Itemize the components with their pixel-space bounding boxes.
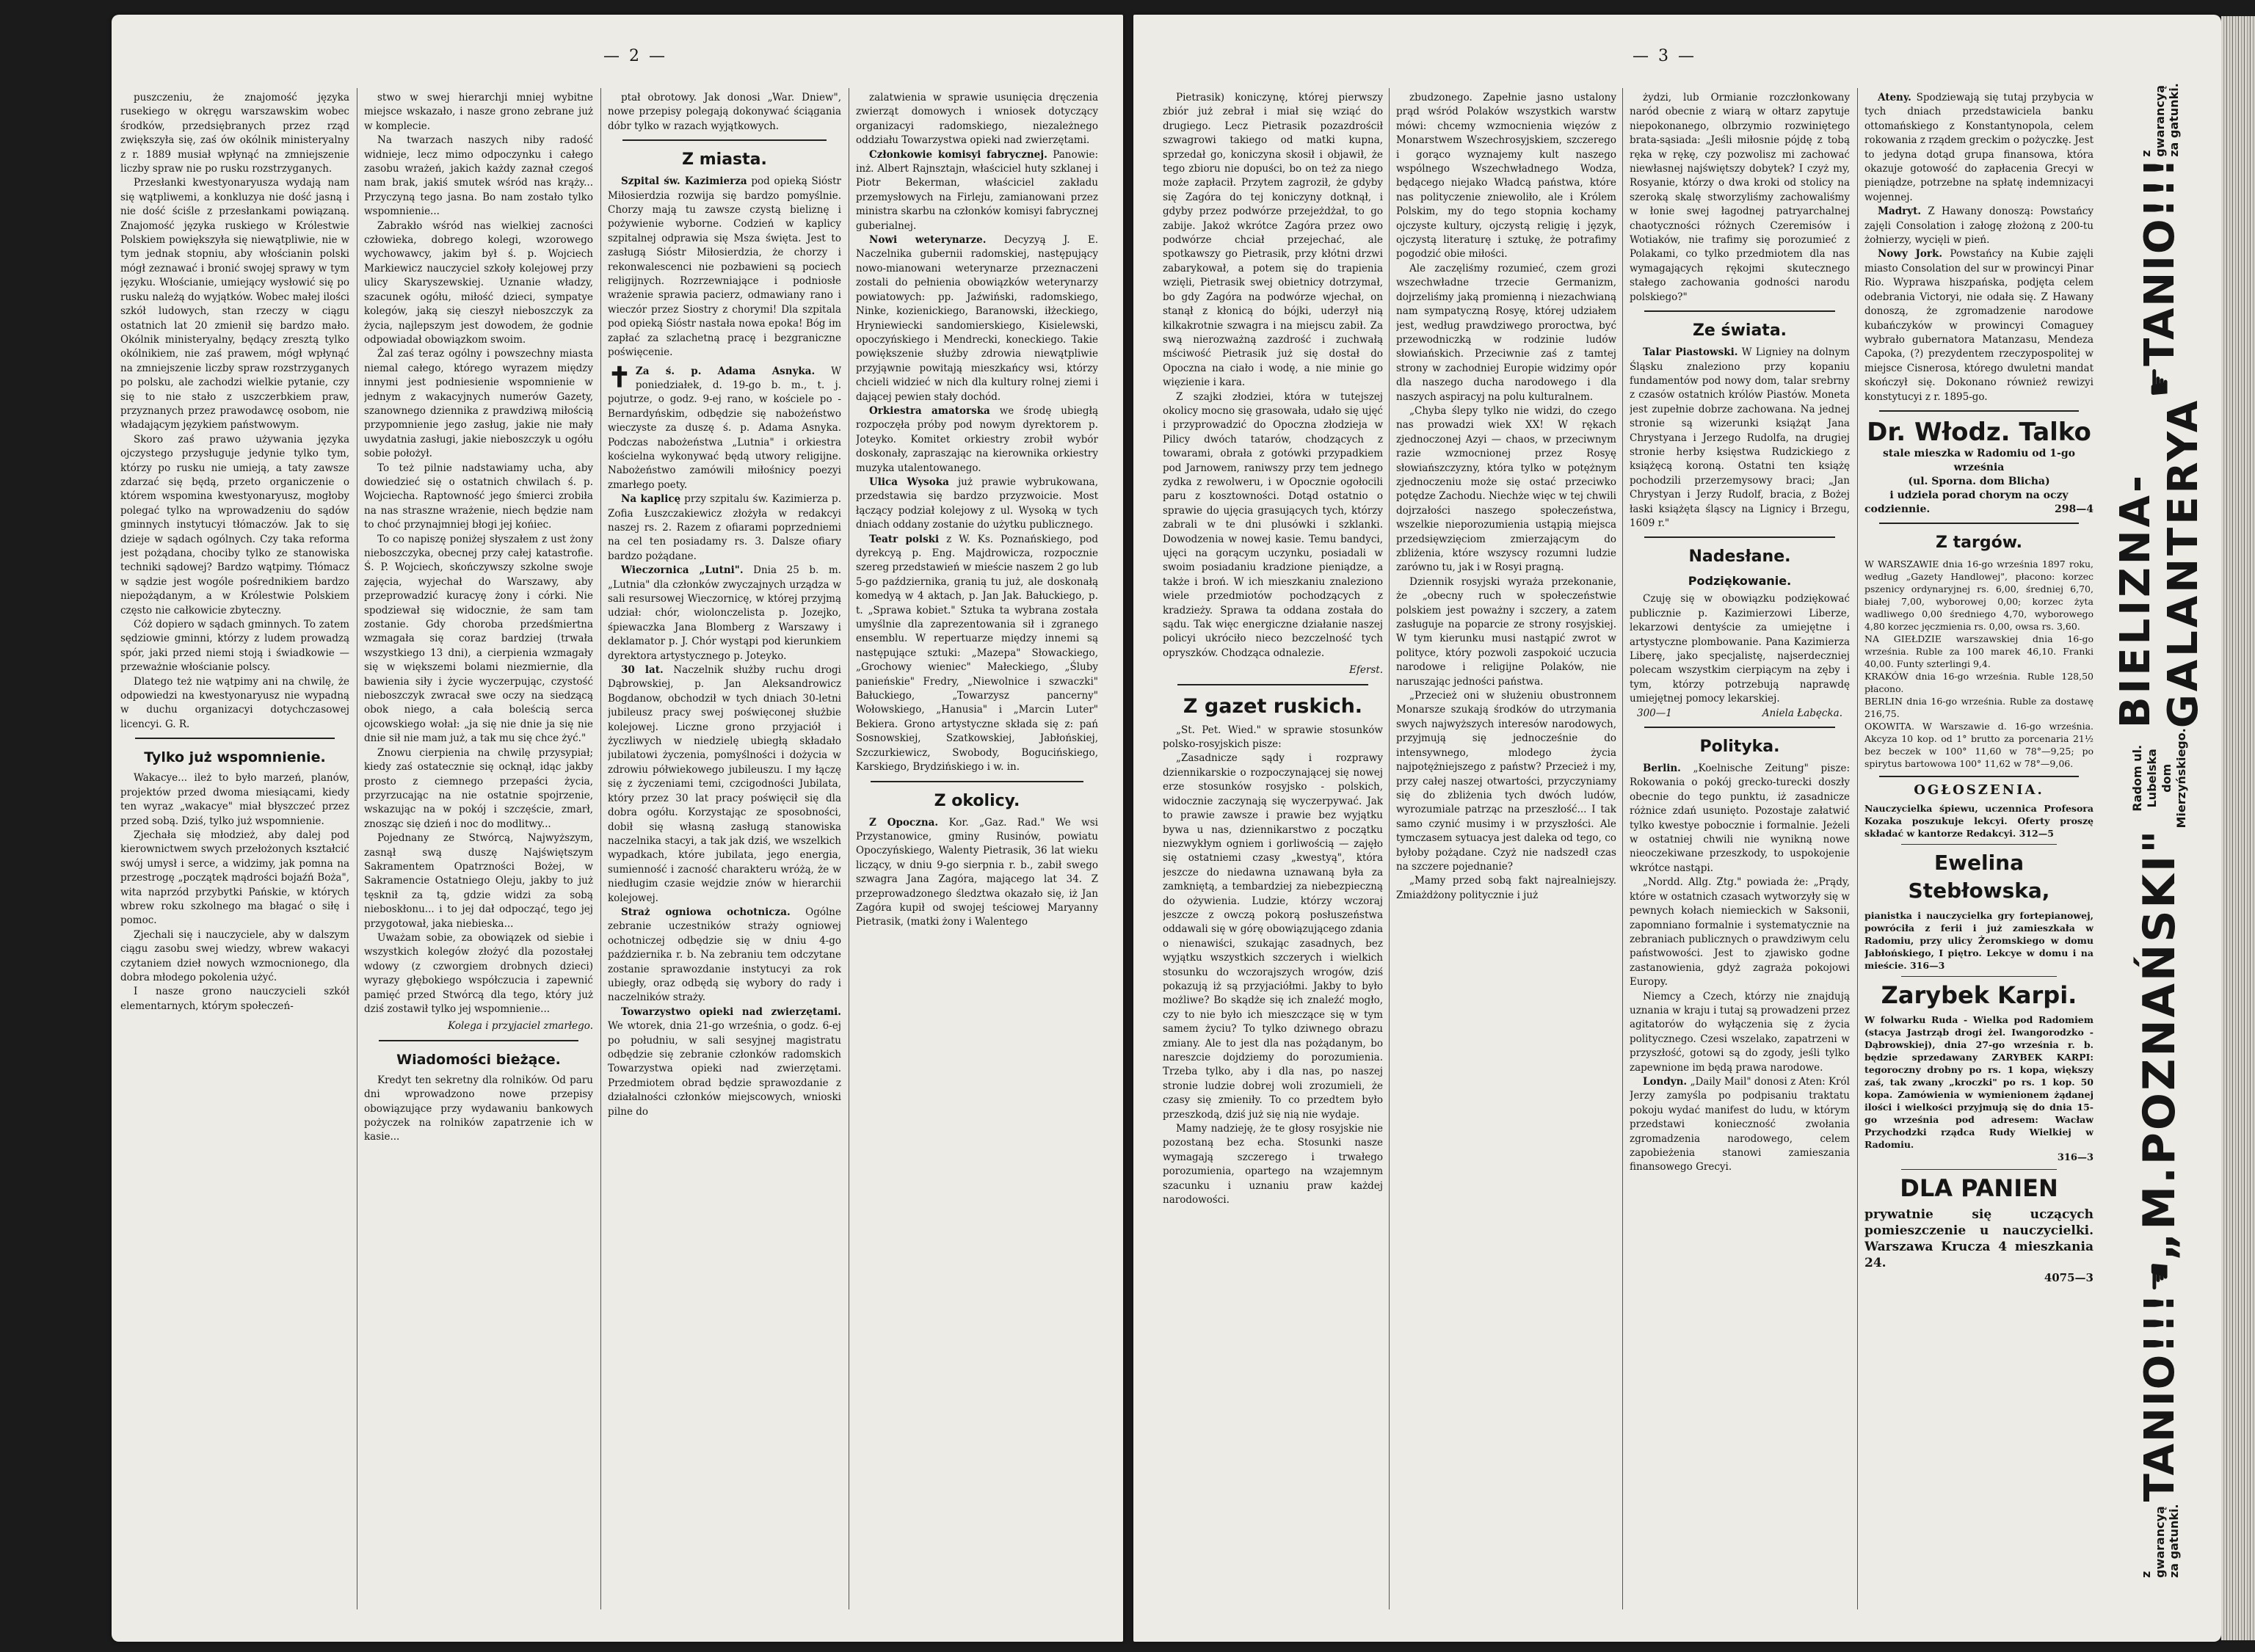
item-title: Nowy Jork.: [1878, 248, 1943, 261]
paragraph: Skoro zaś prawo używania języka ojczystego przysługuje jedynie tylko tym, którzy po rusku nie umieją, a taty zawsze zdarzać się będą, przeto organiczenie o którem wspomina kwestyonaryusz, mogłoby polegać tylko na wprowadzeniu do sądów gminnych instytucyi tłómaczów. Jak to się dzieje w sądach ogólnych. Czy taka reforma jest pożądana, chociby tylko ze stanowiska techniki sądowej? Bardzo wątpimy. Tłómacz w sądzie jest wogóle pośrednikiem bardzo niepożądanym, a w Królestwie Polskiem często nie całkowicie zbyteczny.: [120, 433, 349, 616]
ad-text: W folwarku Ruda - Wielka pod Radomiem (stacya Jastrząb drogi żel. Iwangorodzko - Dąbrowskiej), dnia 27-go września r. b. będzie sprzedawany ZARYBEK KARPI: tegoroczny drobny po rs. 1 kopa, większy zaś, tak zwany „kroczki" po rs. 1 kop. 50 kopa. Zamówienia w wymienionem żądanej ilości i wielkości przyjmują się do dnia 15-go września pod adresem: Wacław Przychodzki rządca Rudy Wielkiej w Radomiu.: [1864, 1014, 2094, 1150]
paragraph: Dziennik rosyjski wyraża przekonanie, że „obecny ruch w społeczeństwie polskiem jest poważny i szczery, a zatem zasługuje na poparcie ze strony rosyjskiej. W tym kierunku musi nastąpić zwrot w polityce, który pozwoli zaspokoić uczucia narodowe i religijne Polaków, nie naruszając jedności państwa.: [1396, 575, 1616, 688]
column-1: [1163, 91, 1383, 1612]
paragraph: Zabrakło wśród nas wielkiej zacności człowieka, dobrego kolegi, wzorowego wychowawcy, jakim był ś. p. Wojciech Markiewicz nauczyciel szkoły kolejowej przy ulicy Skaryszewskiej. Uznanie władzy, szacunek ogółu, miłość dzieci, sympatye kolegów, jaką się cieszył nieboszczyk za życia, najlepszym jest dowodem, że godnie odpowiadał obowiązkom swoim.: [364, 219, 593, 346]
paragraph: Wakacye... ileż to było marzeń, planów, projektów przed dwoma miesiącami, kiedy ten wyraz „wakacye" miał błyszczeć przez przed sobą. Dziś, tylko już wspomnienie.: [120, 772, 349, 827]
ad-cheap: TANIO!!!: [2135, 156, 2184, 366]
market-text: OKOWITA. W Warszawie d. 16-go września. Akcyza 10 kop. od 1° brutto za porcenaria 21½ bez beczek w 100° 11,60 w 78°—9,25; po spirytus bartowowa 100° 11,62 w 78°—9,06.: [1864, 721, 2094, 770]
paragraph: Mamy nadzieję, że te głosy rosyjskie nie pozostaną bez echa. Stosunki nasze wymagają szczerego i trwałego porozumienia, opartego na wzajemnym szacunku i uznaniu praw każdej narodowości.: [1163, 1123, 1383, 1207]
item-title: Teatr polski: [869, 533, 940, 545]
talko-ad: [1864, 418, 2094, 517]
item-title: Towarzystwo opieki nad zwierzętami.: [621, 1005, 841, 1018]
paragraph: Pietrasik) koniczynę, której pierwszy zbiór już zebrał i miał się wziąć do drugiego. Lecz Pietrasik pozazdrościł szwagrowi takiego od matki kupna, sprzedał go, koniczyna skosił i objawił, że tego zbioru nie dopuści, bo on też za niego może zapłacił. Przytem zagroził, że gdyby się Zagóra do tej koniczyny dotknął, i gdyby przez podwórze przejeżdżał, to go zabije. Jakoż wkrótce Zagóra przez owo podwórze chciał przejechać, ale spotkawszy go Pietrasik, przy kłótni drzwi zabarykował, a potem się do trapienia wzięli, Pietrasik swej obietnicy dotrzymał, bo gdy Zagóra na podwórze wjechał, on stanął z kłonicą do bójki, uderzył nią kilkakrotnie szwagra i na miejscu zabił. Za swą nierozważną zazdrość i zuchwałą mściwość Pietrasik już się dostał do Opoczna na ciało i wodę, a nie minie go więzienie i kara.: [1163, 92, 1383, 389]
section-rule: [379, 1040, 578, 1041]
article-heading: Tylko już wspomnienie.: [144, 749, 326, 766]
item-text: Dnia 25 b. m. „Lutnia" dla członków zwyczajnych urządza w sali resursowej Wieczornicę, w której przyjmą udział: chór, wiolonczelista p. Jozejko, śpiewaczka Jana Blomberg z Warszawy i deklamator p. J. Chór wystąpi pod kierunkiem dyrektora artystycznego p. Joteyko.: [608, 564, 841, 662]
paragraph: Znowu cierpienia na chwilę przysypiał; kiedy zaś ostatecznie się ocknął, idąc jakby prosto z ciemnego przepaści życia, przyrzucając na nie ostatnie spojrzenie, wskazując na w pokój i szczęście, zmarł, znosząc się dzień i noc do modlitwy...: [364, 746, 593, 830]
paragraph: „Nordd. Allg. Ztg." powiada że: „Prądy, które w ostatnich czasach wytworzyły się w pewnych kołach niemieckich w Saksonii, zapomniano formalnie i systematycznie na zebraniach publicznych o prawdziwym celu państwowości. Jest to zjawisko godne zastanowienia, gdyż zagraża pokojowi Europy.: [1630, 876, 1850, 989]
item-title: Członkowie komisyi fabrycznej.: [869, 148, 1047, 161]
section-heading: Ze świata.: [1692, 321, 1787, 341]
ad-cheap: TANIO!!!: [2135, 1292, 2184, 1502]
paragraph: Czuję się w obowiązku podziękować publicznie p. Kazimierzowi Liberze, lekarzowi dentyście za umiejętne i artystyczne plombowanie. Pana Kazimierza Liberę, jako specjalistę, najserdeczniej polecam wszystkim cierpiącym na zęby i tym, którzy potrzebują naprawdę umiejętnej pomocy lekarskiej.: [1630, 593, 1850, 705]
item-title: Szpital św. Kazimierza: [621, 175, 747, 188]
karp-ad: [1864, 981, 2094, 1165]
section-heading: Nadesłane.: [1688, 547, 1791, 567]
paragraph: „Przecież oni w służeniu obustronnem Monarsze szukają środków do utrzymania swych najwyższych interesów narodowych, przyjmują się jednocześnie do intensywnego, mlodego życia najpotężniejszego z państw? Przecież i my, przy całej naszej otwartości, przyczyniamy się do zbliżenia tych dwóch ludów, wyrozumiale patrząc na przeszłość... I tak samo czynić musimy i w przyszłości. Ale tymczasem sytuacya jest daleka od tego, co byłoby pożądane. Czyż nie nadszedł czas na szczere pojednanie?: [1396, 690, 1616, 873]
cross-icon: ✝: [608, 360, 631, 393]
ad-line: (ul. Sporna. dom Blicha): [1908, 475, 2050, 487]
section-rule: [1644, 727, 1835, 728]
paragraph: To też pilnie nadstawiamy ucha, aby dowiedzieć się o ostatnich chwilach ś. p. Wojciecha. Raptowność jego śmierci zrobiła na nas straszne wrażenie, niech będzie nam to choć przynajmniej błogi jej końiec.: [364, 462, 593, 531]
item-text: Kor. „Gaz. Rad." We wsi Przystanowice, gminy Rusinów, powiatu Opoczyńskiego, Walenty Pietrasik, 36 lat wieku liczący, w dniu 9-go sierpnia r. b., zabił swego szwagra Jana Zagóra, mającego lat 34. Z przeprowadzonego śledztwa okazało się, iż Jan Zagóra kupił od swojej teściowej Maryanny Pietrasik, (matki żony i Walentego: [856, 816, 1098, 928]
column-separator: [600, 88, 601, 1609]
ad-line: i udziela porad chorym na oczy: [1889, 489, 2069, 501]
column-4: [1864, 91, 2094, 1612]
paragraph: Z szajki złodziei, która w tutejszej okolicy mocno się grasowała, udało się ujęć i przyprowadzić do Opoczna złodzieja w Pilicy dwóch tatarów, chodzących z towarami, obrała z gotówki przypadkiem pod Jarnowem, raniwszy przy tem jednego zydka z rewolweru, i w Opocznie ogołocili paru z kosztowności. Dotąd ostatnio o sprawie do ujęcia grasujących tych, którzy zabrali w te dni plusówki i szklanki. Dowodzenia w nowej kasie. Temu bandyci, ujęci na gorącym uczynku, posiadali w swoim posiadaniu kradzione pieniądze, a także i broń. W ich mieszkaniu znaleziono wiele przedmiotów pochodzących z kradzieży. Sprawa ta oddana została do sądu. Tak więc energiczne działanie naszej policyi ukróciło nieco bezczelność tych opryszków. Chodząca odnalezie.: [1163, 390, 1383, 659]
item-text: Decyzyą J. E. Naczelnika gubernii radomskiej, następujący nowo-mianowani weterynarze przeznaczeni zostali do pełnienia obowiązków weterynarzy powiatowych: pp. Jaźwiński, radomskiego, Ninke, kozienickiego, Baranowski, iłżeckiego, Hryniewiecki sandomierskiego, Kisielewski, opoczyńskiego i Mendrecki, koneckiego. Takie powiększenie służby zdrowia niewątpliwie przyjąwnie powitają mieszkańcy wsi, którzy chcieli widzieć w nich dla kultury rolnej ziemi i dającej pewien stały dochód.: [856, 234, 1098, 403]
paragraph: puszczeniu, że znajomość języka rusekiego w okręgu warszawskim wobec środków, przedsiębranych przez rząd zwiększyła się, zaś ów okólnik ministeryalny z r. 1889 musiał wpłynąć na zmniejszenie liczby spraw nie po rusku rozstrzyganych.: [120, 92, 349, 175]
ad-name: DLA PANIEN: [1900, 1174, 2058, 1203]
column-4: [856, 91, 1098, 1612]
section-heading: Polityka.: [1699, 738, 1780, 757]
paragraph: To co napiszę poniżej słyszałem z ust żony nieboszczyka, obecnej przy całej katastrofie. Ś. P. Wojciech, skończywszy szkolne swoje zajęcia, wyjechał do Warszawy, aby przeprowadzić kuracyę żony i córki. Nie spodziewał się widocznie, że sam tam zostanie. Gdy choroba przedśmiertna wzmagała się coraz bardziej (trwała wszystkiego 13 dni), a cierpienia wzmagały się w większemi bolami niezmiernie, dla bawienia siły i życie wyczerpując, czystość nieboszczyk zwracał swe oczy na siedzącą obok niego, a cała boleścią serca ojcowskiego wołał: „ja się nie dnie ja się nie dnie sił nie mam już, a tak mu się chce żyć.": [364, 533, 593, 745]
market-text: NA GIEŁDZIE warszawskiej dnia 16-go września. Ruble za 100 marek 46,10. Franki 40,00. Funty szterlingi 9,4.: [1864, 633, 2094, 670]
market-prices: [1864, 533, 2094, 770]
ad-line: codziennie.: [1864, 503, 1931, 515]
ad-code: 4075—3: [2044, 1271, 2094, 1285]
column-3: [1630, 91, 1850, 1612]
right-page: [1133, 15, 2221, 1642]
paragraph: Na twarzach naszych niby radość widnieje, lecz mimo odpoczynku i całego zasobu wrażeń, jakich każdy zaznał czegoś nam brak, jakiś smutek wśród nas krąży... Przyczyną tego jasna. Bo nam zostało tylko wspomnienie...: [364, 134, 593, 218]
ad-text: prywatnie się uczących pomieszczenie u nauczycielki. Warszawa Krucza 4 mieszkania 24.: [1864, 1207, 2094, 1271]
paragraph: Ale zaczęliśmy rozumieć, czem grozi wszechwładne trzecie Germanizm, dojrzeliśmy jaką promienną i niezachwianą nam sympatyczną Rosyę, której udziałem jest, według prawdziwego proroctwa, być przewodniczką w rodzinie ludów słowiańskich. Przeciwnie zaś z tamtej strony w zachodniej Europie widzimy opór dla naszego ducha narodowego i dla naszych aspiracyj na polu kulturalnem.: [1396, 262, 1616, 403]
section-rule: [1644, 536, 1835, 538]
column-1: [120, 91, 349, 1612]
item-title: Na kaplicę: [621, 493, 681, 506]
item-title: Ateny.: [1878, 92, 1911, 103]
section-rule: [1901, 844, 2057, 845]
panien-ad: [1864, 1174, 2094, 1285]
signature: Kolega i przyjaciel zmarłego.: [448, 1020, 593, 1033]
market-text: KRAKÓW dnia 16-go września. Ruble 128,50 płacono.: [1864, 671, 2094, 695]
section-rule: [1901, 1169, 2057, 1170]
item-title: Nowi weterynarze.: [869, 234, 987, 247]
section-heading: Z miasta.: [682, 150, 767, 170]
item-text: „Koelnische Zeitung" pisze: Rokowania o pokój grecko-turecki doszły obecnie do tego punktu, iż zasadnicze różnice zdań usunięto. Pozostaje załatwić tylko kwestye pobocznie i formalnie. Jeżeli w ostatniej chwili nie wynikną nowe nieoczekiwane przeszkody, to uspokojenie wkrótce nastąpi.: [1630, 763, 1850, 874]
item-title: 30 lat.: [621, 664, 664, 677]
item-title: Z Opoczna.: [869, 816, 939, 829]
market-text: BERLIN dnia 16-go września. Ruble za dostawę 216,75.: [1864, 696, 2094, 720]
paragraph: Kredyt ten sekretny dla rolników. Od paru dni wprowadzono nowe przepisy obowiązujące przy wydawaniu bankowych pożyczek na rolników zapatrzenie ich w kasie...: [364, 1074, 593, 1143]
item-text: W Ligniey na dolnym Śląsku znaleziono przy kopaniu fundamentów pod nowy dom, talar srebrny z czasów ostatnich królów Piastów. Moneta jest zupełnie dobrze zachowana. Na jednej stronie są wizerunki książąt Jana Chrystyana i Jerzego Rudolfa, na drugiej stronie herby księstwa Rudzickiego z książęcą koroną. Ostatni ten książę pochodzili przerzemysowy braci; „Jan Chrystyan i Jerzy Rudolf, bracia, z Bożej łaski książęta śląscy na Lignicy i Brzegu, 1609 r.": [1630, 346, 1850, 529]
section-rule: [1177, 684, 1368, 685]
section-rule: [871, 781, 1083, 782]
section-heading: Wiadomości bieżące.: [396, 1051, 561, 1068]
ad-line: stale mieszka w Radomiu od 1-go: [1883, 447, 2075, 459]
ad-name: Zarybek Karpi.: [1881, 980, 2077, 1009]
item-text: już prawie wybrukowana, przedstawia się bardzo przyzwoicie. Most łączący podział kolejowy z ul. Wysoką w tych dniach oddany zostanie do użytku publicznego.: [856, 476, 1098, 531]
item-title: Orkiestra amatorska: [869, 404, 990, 417]
address-line: Radom ul. Lubelska: [2130, 744, 2159, 812]
ad-company: „M.POZNAŃSKI": [2134, 828, 2185, 1262]
item-text: Powstańcy na Kubie zajęli miasto Consolation del sur w prowincyi Pinar Rio. Wyprawa hiszpańska, podjęta celem odebrania Victoryi, nie odała się. Z Hawany donoszą, że zgromadzenie narodowe kubańczyków w prowincyi Comaguey wybrało gubernatora Matanzasu, Mendeza Capoka, (?) prezydentem rzeczypospolitej w miejsce Cisnerosa, którego dwuletni mandat skończył się. Dokonano również rewizyi konstytucyi z r. 1895-go.: [1864, 248, 2094, 403]
paragraph: Zjechała się młodzież, aby dalej pod kierownictwem swych przełożonych kształcić swój umysł i serce, a widzimy, jak pomna na przestrogę „początek mądrości bojaźń Boża", wita naprzód przybytki Pańskie, w których wbrew roku szkolnego ma błagać o siłę i pomoc.: [120, 829, 349, 927]
ad-name: Dr. Włodz. Talko: [1867, 417, 2091, 447]
item-text: We wtorek, dnia 21-go września, o godz. 6-ej po południu, w sali sesyjnej magistratu odbędzie się zebranie członków radomskich Towarzystwa opieki nad zwierzętami. Przedmiotem obrad będzie sprawozdanie z działalności członków miejscowych, wnioski pilne do: [608, 1020, 841, 1118]
section-heading: Z gazet ruskich.: [1183, 694, 1363, 718]
item-text: we środę ubiegłą rozpoczęła próby pod nowym dyrektorem p. Joteyko. Komitet orkiestry zrobił wybór doskonały, zapraszając na kierownika orkiestry muzyka utalentowanego.: [856, 404, 1098, 474]
paragraph: ptał obrotowy. Jak donosi „War. Dniew", nowe przepisy polegają dokonywać ściągania dóbr tylko w razach wyjątkowych.: [608, 92, 841, 132]
ad-goods: BIELIZNA-GALANTERYA: [2112, 397, 2207, 729]
item-text: W poniedziałek, d. 19-go b. m., t. j. pojutrze, o godz. 9-ej rano, w kościele po - Bernardyńskim, odbędzie się nabożeństwo wieczyste za duszę ś. p. Adama Asnyka. Podczas nabożeństwa „Lutnia" i orkiestra kościelna wykonywać będą utwory religijne. Nabożeństwo zamówili miłośnicy poezyi zmarłego poety.: [608, 365, 841, 491]
item-text: Z Hawany donoszą: Powstańcy zajęli Consolation i załogę złożoną z 200-tu żołnierzy, wycięli w pień.: [1864, 205, 2094, 247]
column-2: [364, 91, 593, 1612]
ad-code: 298—4: [2055, 503, 2094, 515]
column-separator: [1622, 88, 1623, 1609]
paragraph: Cóż dopiero w sądach gminnych. To zatem sędziowie gminni, którzy z ludem prowadzą spór, jaki przed niemi stoją i świadkowie — przeważnie włościanie polscy.: [120, 619, 349, 674]
paragraph: Przesłanki kwestyonaryusza wydają nam się wątpliwemi, a konkluzya nie dość jasną i nie dość ściśle z przesłankami powiązaną. Znajomość języka ruskiego w Królestwie Polskiem powiększyła się niewątpliwie, nie w tym jednak stopniu, aby włościanin polski mógł zeznawać i bronić swojej sprawy w tym języku. Włościanie, umiejący wysłowić się po rusku należą do wyjątków. Wobec małej ilości szkół ludowych, stan rzeczy w ciągu ostatnich lat 20 zmienił się bardzo mało. Okólnik ministeryalny, będący zresztą tylko okólnikiem, nie zaś prawem, mógł wpłynąć na zmniejszenie liczby spraw rozstrzyganych po polsku, ale zachodzi wielkie pytanie, czy się to nie stało z uszczerbkiem praw, przyznanych przez prawodawcę osobom, nie władającym językiem państwowym.: [120, 177, 349, 432]
page-number: — 3 —: [1633, 47, 1696, 65]
paragraph: „Chyba ślepy tylko nie widzi, do czego nas prowadzi wiek XX! W rękach zjednoczonej Azyi — chaos, w przeciwnym razie wzmocnionej przez Rosyę słowiańszczyzny, która tylko w potężnym zjednoczeniu może się ostać przeciwko potędze Zachodu. Niechże więc w tej chwili dojrzałości naszego społeczeństwa, wszelkie nieporozumienia ustąpią miejsca przedsięwzięciom zmierzającym do zbliżenia, które wszyscy rozumni ludzie zarówno tu, jak i w Rosyi pragną.: [1396, 404, 1616, 574]
item-title: Straż ogniowa ochotnicza.: [621, 906, 791, 918]
item-text: z W. Ks. Poznańskiego, pod dyrekcyą p. Eng. Majdrowicza, rozpocznie szereg przedstawień w mieście naszem 2 go lub 5-go października, granią tu już, ale doskonałą komedyą w 4 aktach, p. Jan Jak. Bałuckiego, p. t. „Sprawa kobiet." Sztuka ta wybrana została umyślnie dla zaprezentowania sił i zgranego ensemblu. W repertuarze między innemi są następujące sztuki: „Mazepa" Słowackiego, „Grochowy wieniec" Małeckiego, „Śluby panieńskie" Fredry, „Niewolnice i szwaczki" Bałuckiego, „Towarzysz pancerny" Wołowskiego, „Hanusia" i „Marcin Luter" Bekiera. Grono artystyczne składa się z: pań Sosnowskiej, Szatkowskiej, Jabłońskiej, Szczurkiewicz, Swobody, Bogucińskiego, Karskiego, Brydzińskiego i w. in.: [856, 533, 1098, 774]
paragraph: Uważam sobie, za obowiązek od siebie i wszystkich kolegów złożyć dla pozostałej wdowy (z czworgiem drobnych dzieci) wyrazy głębokiego współczucia i zapewnić pamięć przed Stwórcą dla tego, który już dziś zostawił tylko jej wspomnienie...: [364, 931, 593, 1015]
ad-guarantee: z gwarancyą za gatunki.: [2138, 1504, 2181, 1578]
item-text: Ogólne zebranie uczestników straży ogniowej ochotniczej odbędzie się w dniu 4-go października r. b. Na zebraniu tem odczytane zostanie sprawozdanie instytucyi za rok ubiegły, oraz odbędą się wybory do rady i naczelników straży.: [608, 906, 841, 1004]
section-rule: [1901, 976, 2057, 977]
paragraph: I nasze grono nauczycieli szkół elementarnych, którym społeczeń-: [120, 986, 349, 1012]
ad-address: [2130, 728, 2189, 828]
item-title: Talar Piastowski.: [1643, 346, 1738, 359]
paragraph: „St. Pet. Wied." w sprawie stosunków polsko-rosyjskich pisze:: [1163, 724, 1383, 751]
item-title: Ulica Wysoka: [869, 476, 949, 488]
ads-heading: OGŁOSZENIA.: [1914, 782, 2044, 798]
paragraph: Zjechali się i nauczyciele, aby w dalszym ciągu zasobu swej wiedzy, wbrew wakacyi czytaniem dzieł nowych wzmocnionego, dla dobra młodego pokolenia użyć.: [120, 928, 349, 983]
section-heading: Z targów.: [1936, 534, 2022, 553]
item-title: Za ś. p. Adama Asnyka.: [635, 365, 816, 377]
signature: Aniela Łabęcka.: [1762, 707, 1842, 719]
paragraph: zalatwienia w sprawie usunięcia dręczenia zwierząt domowych i wniosek dotyczący organizacyi radomskiego, niezależnego oddziału Towarzystwa opieki nad zwierzętami.: [856, 92, 1098, 147]
item-text: Spodziewają się tutaj przybycia w tych dniach przedstawiciela banku ottomańskiego z Konstantynopola, celem rokowania z rządem greckim o pożyczkę. Jest to jedyna dotąd grupa finansowa, która okazuje gotowość do zapłacenia Grecyi w pieniądze, potrzebne na spłatę indemnizacyi wojennej.: [1864, 92, 2094, 203]
paragraph: Niemcy a Czech, którzy nie znajdują uznania w kraju i tutaj są prowadzeni przez agitatorów do wyłączenia się z życia politycznego. Czesi wszelako, zapatrzeni w przyszłość, gotowi są do zgody, jeśli tylko zapewnione im będą prawa narodowe.: [1630, 990, 1850, 1074]
paragraph: Pojednany ze Stwórcą, Najwyższym, zasnął swą duszę Najświętszym Sakramentem Opatrzności Bożej, w Sakramencie Ostatniego Oleju, jakby to już tęsknił za tą, gdzie widzi za sobą nieboskłonu... i to jej dał odpocząć, tego jej przygotował, jaka niebieska...: [364, 832, 593, 930]
ad-text: Nauczycielka śpiewu, uczennica Profesora Kozaka poszukuje lekcyi. Oferty proszę składać w kantorze Redakcyi. 312—5: [1864, 802, 2094, 839]
ad-line: września: [1953, 461, 2005, 473]
book-page-edges: [2221, 16, 2255, 1640]
page-number: — 2 —: [603, 47, 667, 65]
ad-code: 300—1: [1637, 707, 1672, 719]
pointing-hand-icon: ☛: [2139, 365, 2180, 398]
item-text: Panowie: inż. Albert Rajnsztajn, właściciel huty szklanej i Piotr Bekerman, właściciel zakładu przemysłowych na Firleju, zamianowani przez ministra skarbu na członków komisyi fabrycznej guberialnej.: [856, 148, 1098, 232]
ad-guarantee: z gwarancyą za gatunki.: [2138, 83, 2181, 157]
section-rule: [1879, 410, 2079, 412]
item-text: „Daily Mail" donosi z Aten: Król Jerzy zamyśla po podpisaniu traktatu pokoju wydać manifest do ludu, w którym przedstawi konieczność zwołania zgromadzenia narodowego, celem zapobieżenia stanowi zamieszania finansowego Grecyi.: [1630, 1075, 1850, 1173]
section-rule: [135, 738, 335, 739]
section-rule: [1879, 776, 2079, 777]
ad-text: pianistka i nauczycielka gry fortepianowej, powróciła z ferii i już zamieszkała w Radomiu, przy ulicy Żeromskiego w domu Jabłońskiego, I piętro. Lekcye w domu i na mieście. 316—3: [1864, 909, 2094, 971]
section-heading: Z okolicy.: [934, 791, 1020, 810]
paragraph: Żal zaś teraz ogólny i powszechny miasta niemal całego, którego wyrazem między innymi jest podniesienie wspomnienie w jednym z wakacyjnych numerów Gazety, szanownego dziennika z prawdziwą miłością przypomnienie jego zasług, jakie nie mały uwydatnia zasługi, jakie nieboszczyk u ogółu sobie położył.: [364, 348, 593, 460]
ad-code: 316—3: [2057, 1151, 2094, 1163]
item-text: przy szpitalu św. Kazimierza p. Zofia Łuszczakiewicz złożyła w redakcyi naszej rs. 2. Razem z ofiarami poprzedniemi na cel ten posiadamy rs. 3. Dalsze ofiary bardzo pożądane.: [608, 493, 841, 562]
ad-name: Ewelina Stebłowska,: [1908, 850, 2050, 903]
column-separator: [1389, 88, 1390, 1609]
column-2: [1396, 91, 1616, 1612]
column-separator: [1857, 88, 1858, 1609]
paragraph: „Zasadnicze sądy i rozprawy dziennikarskie o rozpoczynającej się nowej erze stosunków rosyjsko - polskich, widocznie zaczynają się wyczerpywać. Jak to prawie zawsze i prawie bez wyjątku bywa u nas, dziennikarstwo z początku niezwykłym ogniem i gorliwością — zajęło się ostatniemi czasy „kwestyą", która jeszcze do niedawna uznawaną była za zamkniętą, a tembardziej za niebezpieczną do ożywienia. Ludzie, którzy wczoraj jeszcze z owczą pokorą posłuszeństwa oddawali się w górę obowiązującego zdania o nienawiści, szukając zasadnych, bez wyjątku wszystkich szczerych i wielkich stosunku do wczorajszych wrogów, dziś pokazują iż są przyjaciółmi. Jakby to było możliwe? Bo skądże się ich znaleźć mogło, czy to nie było ich mieszczące się w tym samem życiu? To tylko dziwnego obrazu zmiany. Ale to jest dla nas pożądanym, bo nareszcie dojdziemy do porozumienia. Trzeba tylko, aby i dla nas, po naszej stronie ludzie dobrej woli zrozumieli, że czasy się zmieniły. To co przedtem było przeszkodą, dziś już się nią nie wydaje.: [1163, 752, 1383, 1121]
section-rule: [1879, 523, 2079, 524]
paragraph: stwo w swej hierarchji mniej wybitne miejsce wskazało, i nasze grono zebrane już w komplecie.: [364, 92, 593, 132]
paragraph: Dlatego też nie wątpimy ani na chwilę, że odpowiedzi na kwestyonaryusz nie wypadną w duchu organizacyi dotychczasowej licencyi. G. R.: [120, 675, 349, 730]
item-title: Madryt.: [1878, 205, 1922, 218]
paragraph: zbudzonego. Zapełnie jasno ustalony prąd wśród Polaków wszystkich warstw mówi: chcemy wzmocnienia więzów z Monarstwem Wszechrosyjskiem, szczerego i gorąco wyznajemy kult naszego wspólnego Wszechwładnego Wodza, będącego niejako Władcą państwa, które nas polityczenie zniewoliło, ale i Królem Polskim, my do tego stopnia kochamy ojczyste kultury, ojczystą religię i język, ojczystą literaturę i sztukę, że potrafimy pogodzić obie miłości.: [1396, 92, 1616, 261]
item-title: Berlin.: [1643, 763, 1681, 775]
item-title: Londyn.: [1643, 1075, 1688, 1088]
paragraph: żydzi, lub Ormianie rozczłonkowany naród obecnie z wiarą w ołtarz zapytuje niepokonanego, olbrzymio rozwiniętego brata-sąsiada: „Jeśli miłosnie pójdę z tobą ręka w rękę, czy pozwolisz mi zachować niewłasnej najświętszy dobytek? I czyż my, Rosyanie, którzy o dwa kroki od stolicy na szeroką skalę stworzyliśmy zachowaliśmy w łonie swej łagodnej patryarchalnej chaotyczności różnych Czeremisów i Wotiaków, nie trafimy się porozumieć z Polakami, co tylko przedmiotem dla nas wymagających rękojmi skutecznego stałego zachowania godności narodu polskiego?": [1630, 92, 1850, 303]
column-3: [608, 91, 841, 1612]
address-line: dom Mierzyńskiego.: [2160, 728, 2188, 829]
item-text: pod opieką Sióstr Miłosierdzia rozwija się bardzo pomyślnie. Chorzy mają tu zawsze czystą bieliznę i pożywienie wyborne. Codzień w kaplicy szpitalnej odprawia się Msza święta. Jest to zasługą Sióstr Miłosierdzia, że chorzy i rekonwalescenci nie pozbawieni są pociech religijnych. Rozrzewniające i podniosłe wrażenie sprawia pacierz, odmawiany rano i wieczór przez Siostry z chorymi! Dla szpitala pod opieką Sióstr nastała nowa epoka! Bóg im zapłać za szlachetną pracę i bezgraniczne poświęcenie.: [608, 175, 841, 359]
section-rule: [1644, 310, 1835, 312]
section-rule: [622, 139, 827, 141]
poznanski-vertical-ad: [2101, 59, 2218, 1600]
item-title: Wieczornica „Lutni".: [621, 564, 744, 577]
steblowska-ad: [1864, 849, 2094, 972]
paragraph: „Mamy przed sobą fakt najrealniejszy. Zmiażdżony politycznie i już: [1396, 875, 1616, 901]
subheading: Podziękowanie.: [1688, 574, 1792, 589]
pointing-hand-icon: ☚: [2139, 1261, 2180, 1293]
item-text: Naczelnik służby ruchu drogi Dąbrowskiej, p. Jan Aleksandrowicz Bogdanow, obchodził w tych dniach 30-letni jubileusz pracy swej poświęconej służbie kolejowej. Liczne grono przyjaciół i życzliwych w niedzielę ubiegłą składało jubilatowi życzenia, pomyślności i dożycia w zdrowiu półwiekowego jubileuszu. I my łączę się z życzeniami temi, czcigodności Jubilata, który przez 30 lat pracy poświęcił się dla dobra ogółu. Korzystając ze sposobności, dobił się własną zasługą stanowiska naczelnika stacyi, a tak jak dziś, we wszelkich wypadkach, które jubilata, jego energia, sumienność i zacność charakteru wróżą, że w niedługim czasie wejdzie znów w hierarchii kolejowej.: [608, 664, 841, 904]
signature: Eferst.: [1349, 664, 1383, 677]
market-text: W WARSZAWIE dnia 16-go września 1897 roku, według „Gazety Handlowej", płacono: korzec pszenicy ordynaryjnej rs. 6,00, średniej 6,70, białej 7,00, wyborowej 0,00; korzec żyta wadliwego 0,00 średniego 4,70, wyborowego 4,80 korzec jęczmienia rs. 0,00, owsa rs. 3,60.: [1864, 558, 2094, 633]
left-page: [112, 15, 1123, 1642]
